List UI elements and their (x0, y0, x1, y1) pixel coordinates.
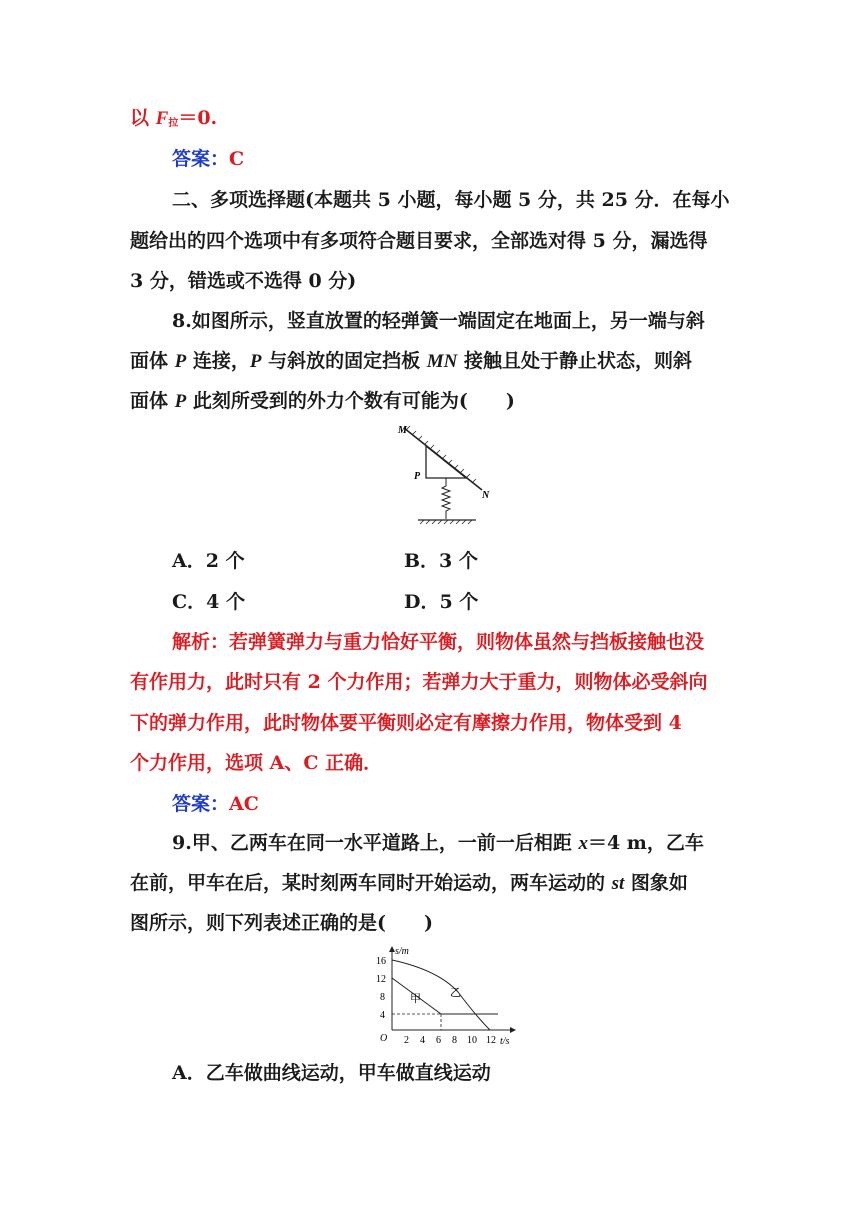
st-graph-figure (368, 944, 518, 1048)
prev-solution-end: 以 $F_拉=0$. (130, 107, 218, 129)
option-a: A．2 个 (172, 550, 245, 572)
y-tick-4: 4 (380, 1010, 385, 1021)
y-axis-label: s/m (395, 946, 409, 957)
option-b: B．3 个 (404, 550, 478, 572)
y-tick-8: 8 (380, 992, 385, 1003)
x-tick-2: 2 (404, 1035, 409, 1046)
question-9-line-1: 9.甲、乙两车在同一水平道路上，一前一后相距 x＝4 m，乙车 (172, 832, 704, 854)
option-d: D．5 个 (404, 591, 479, 613)
label-M: M (398, 425, 407, 436)
section-2-line-2: 题给出的四个选项中有多项符合题目要求，全部选对得 5 分，漏选得 (130, 230, 708, 252)
explanation-line-4: 个力作用，选项 A、C 正确． (130, 752, 383, 774)
section-2-heading: 二、多项选择题(本题共 5 小题，每小题 5 分，共 25 分．在每小 (172, 189, 730, 211)
label-N: N (482, 490, 490, 501)
x-tick-8: 8 (452, 1035, 457, 1046)
answer-2: 答案：AC (172, 793, 259, 815)
x-tick-4: 4 (420, 1035, 425, 1046)
explanation-line-3: 下的弹力作用，此时物体要平衡则必定有摩擦力作用，物体受到 4 (130, 712, 682, 734)
answer-1: 答案：C (172, 148, 245, 170)
question-9-line-2: 在前，甲车在后，某时刻两车同时开始运动，两车运动的 st 图象如 (130, 872, 688, 894)
jia-line (392, 978, 498, 1014)
spring-incline-figure (396, 424, 496, 536)
question-9-option-a: A．乙车做曲线运动，甲车做直线运动 (172, 1062, 491, 1084)
y-tick-16: 16 (376, 956, 386, 967)
x-tick-10: 10 (467, 1035, 477, 1046)
label-jia: 甲 (410, 993, 421, 1005)
x-axis-label: t/s (500, 1036, 510, 1047)
question-8-line-2: 面体 P 连接，P 与斜放的固定挡板 MN 接触且处于静止状态，则斜 (130, 350, 692, 372)
section-2-line-3: 3 分，错选或不选得 0 分) (130, 270, 357, 292)
label-yi: 乙 (450, 987, 461, 999)
option-c: C．4 个 (172, 591, 245, 613)
question-8-line-1: 8.如图所示，竖直放置的轻弹簧一端固定在地面上，另一端与斜 (172, 310, 705, 332)
question-8-line-3: 面体 P 此刻所受到的外力个数有可能为( ) (130, 390, 515, 412)
explanation-line-2: 有作用力，此时只有 2 个力作用；若弹力大于重力，则物体必受斜向 (130, 671, 708, 693)
origin-label: O (380, 1033, 388, 1044)
label-P: P (414, 471, 421, 482)
y-tick-12: 12 (376, 974, 386, 985)
x-tick-12: 12 (486, 1035, 496, 1046)
x-tick-6: 6 (436, 1035, 441, 1046)
question-9-line-3: 图所示，则下列表述正确的是( ) (130, 912, 433, 934)
explanation-line-1: 解析：若弹簧弹力与重力恰好平衡，则物体虽然与挡板接触也没 (172, 631, 705, 653)
